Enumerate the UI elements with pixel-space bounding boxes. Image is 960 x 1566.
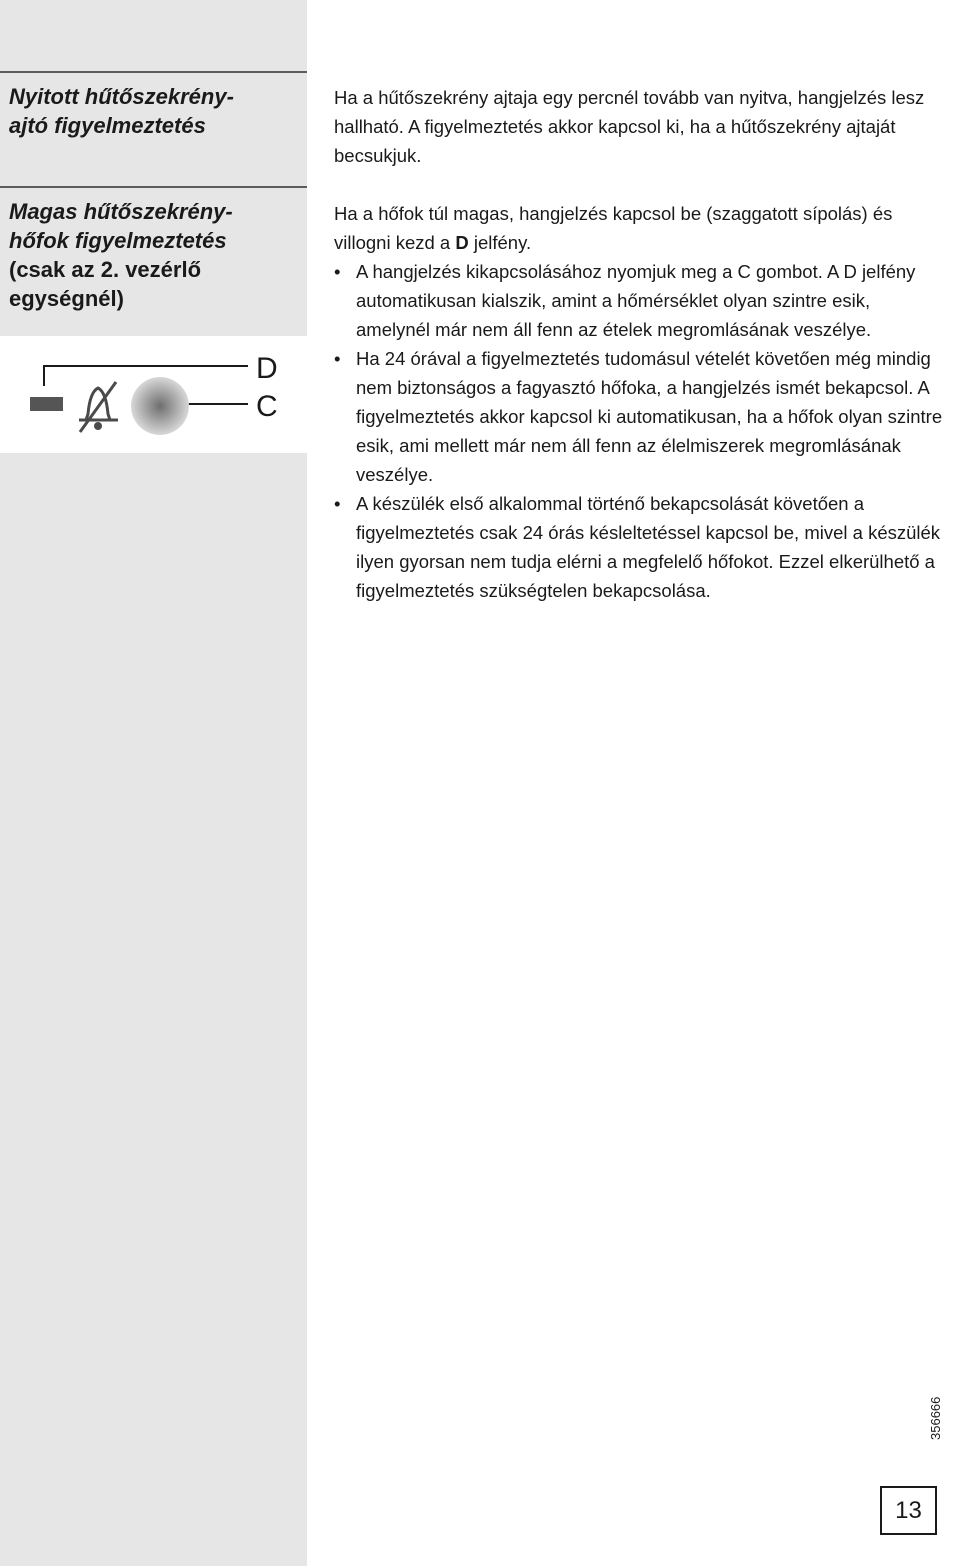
control-panel-diagram xyxy=(0,336,307,453)
document-code: 356666 xyxy=(928,1396,943,1440)
list-item: • A készülék első alkalommal történő bekapcsolását követően a figyelmeztetés csak 24 órás késleltetéssel kapcsol be, mivel a készülék ilyen gyorsan nem tudja elérni a megfelelő hőfokot. Ezzel elkerülhető a figyelmeztetés szükségtelen bekapcsolása. xyxy=(334,489,944,605)
heading-line: (csak az 2. vezérlő xyxy=(9,257,202,282)
heading-line: Magas hűtőszekrény- xyxy=(9,199,233,224)
heading-line: hőfok figyelmeztetés xyxy=(9,228,227,253)
heading-line: Nyitott hűtőszekrény- xyxy=(9,84,234,109)
section-divider-2 xyxy=(0,186,307,188)
high-temp-description xyxy=(334,199,944,605)
display-bar-icon xyxy=(30,397,63,411)
label-d: D xyxy=(256,352,278,385)
indicator-d-ref: D xyxy=(455,232,469,253)
section-divider-1 xyxy=(0,71,307,73)
list-item: • Ha 24 órával a figyelmeztetés tudomásul vételét követően még mindig nem biztonságos a fagyasztó hőfoka, a hangjelzés ismét bekapcsol. A figyelmeztetés akkor kapcsol ki automatikusan, ha a hőfok olyan szintre esik, ami mellett már nem áll fenn az élelmiszerek megromlásának veszélye. xyxy=(334,344,944,489)
heading-open-door-warning xyxy=(9,82,299,140)
page-number: 13 xyxy=(880,1486,937,1535)
text-run: Ha a hőfok túl magas, hangjelzés kapcsol be (szaggatott sípolás) és villogni kezd a xyxy=(334,203,893,253)
heading-line: egységnél) xyxy=(9,286,124,311)
text-run: jelfény. xyxy=(468,232,532,253)
label-c: C xyxy=(256,390,278,423)
control-panel-svg xyxy=(0,336,307,453)
paragraph: Ha a hűtőszekrény ajtaja egy percnél tovább van nyitva, hangjelzés lesz hallható. A figyelmeztetés akkor kapcsol ki, ha a hűtőszekrény ajtaját becsukjuk. xyxy=(334,87,925,166)
paragraph xyxy=(334,199,944,257)
open-door-description xyxy=(334,83,944,170)
bullet-list xyxy=(334,257,944,605)
button-c-icon xyxy=(131,377,189,435)
list-item: • A hangjelzés kikapcsolásához nyomjuk meg a C gombot. A D jelfény automatikusan kialszik, amint a hőmérséklet olyan szintre esik, amelynél már nem áll fenn az ételek megromlásának veszélye. xyxy=(334,257,944,344)
heading-line: ajtó figyelmeztetés xyxy=(9,113,206,138)
bell-muted-icon xyxy=(79,382,118,432)
heading-high-temp-warning xyxy=(9,197,299,313)
